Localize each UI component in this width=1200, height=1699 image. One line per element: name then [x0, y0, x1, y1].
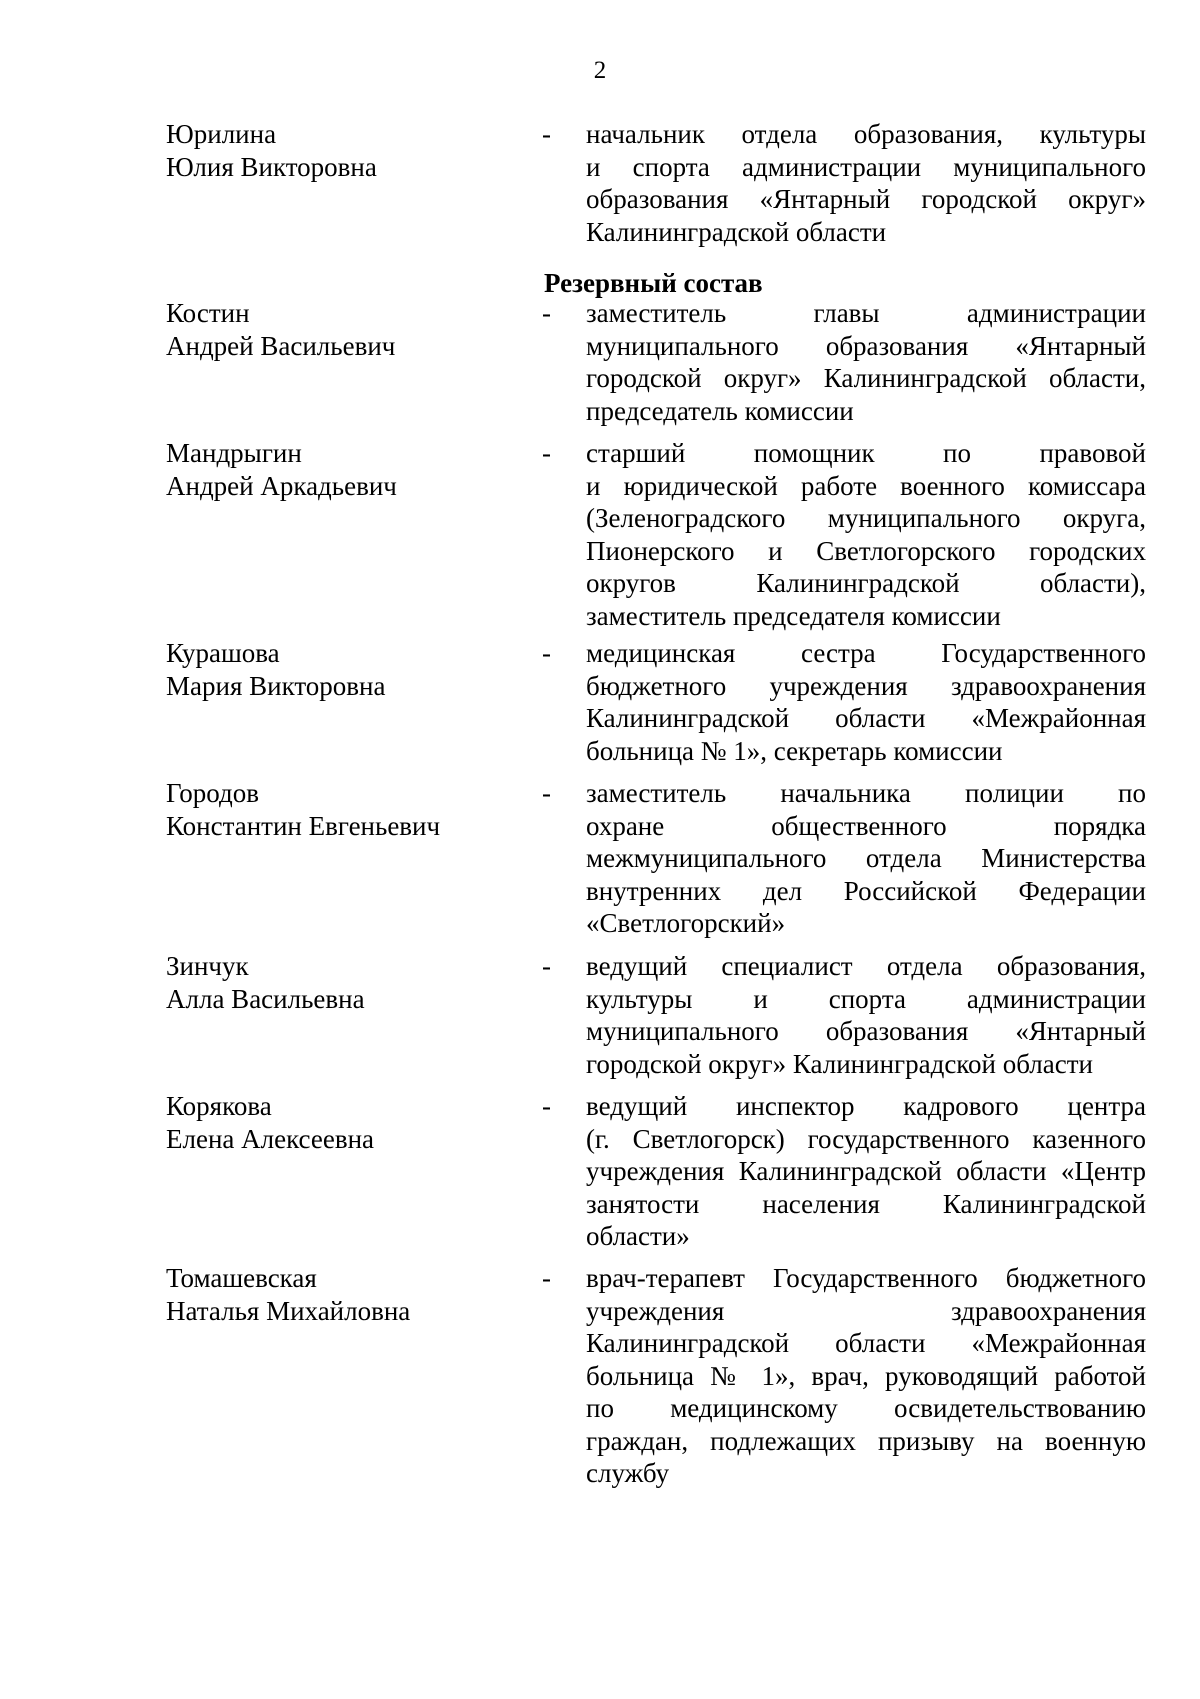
- member-given-names: Наталья Михайловна: [166, 1295, 411, 1326]
- position-line: ведущий инспектор кадрового центра: [586, 1091, 1146, 1121]
- member-surname: Городов: [166, 778, 259, 808]
- member-position: [586, 297, 1146, 427]
- entry-dash: -: [542, 1091, 551, 1121]
- position-line: городской округ» Калининградской области,: [586, 363, 1146, 393]
- position-line: (Зеленоградского муниципального округа,: [586, 503, 1146, 533]
- member-position: [586, 1090, 1146, 1253]
- entry-dash: -: [542, 951, 551, 981]
- member-name: [166, 297, 506, 362]
- member-given-names: Алла Васильевна: [166, 983, 365, 1014]
- position-line: старший помощник по правовой: [586, 438, 1146, 468]
- position-line: (г. Светлогорск) государственного казенного: [586, 1123, 1146, 1154]
- member-name: [166, 637, 506, 702]
- position-line: области»: [586, 1221, 690, 1251]
- position-line: учреждения Калининградской области «Центр: [586, 1156, 1146, 1186]
- position-line: врач-терапевт Государственного бюджетного: [586, 1263, 1146, 1293]
- position-line: муниципального образования «Янтарный: [586, 1016, 1146, 1046]
- entry-dash: -: [542, 1263, 551, 1293]
- member-position: [586, 1262, 1146, 1490]
- member-position: [586, 118, 1146, 248]
- member-name: [166, 777, 506, 842]
- member-name: [166, 1090, 506, 1155]
- position-line: Калининградской области: [586, 216, 887, 247]
- member-name: [166, 1262, 506, 1327]
- member-name: [166, 950, 506, 1015]
- member-given-names: Юлия Викторовна: [166, 151, 377, 182]
- position-line: Пионерского и Светлогорского городских: [586, 535, 1146, 566]
- member-name: [166, 118, 506, 183]
- position-line: «Светлогорский»: [586, 908, 786, 938]
- member-surname: Юрилина: [166, 119, 277, 149]
- position-line: бюджетного учреждения здравоохранения: [586, 670, 1146, 701]
- position-line: по медицинскому освидетельствованию: [586, 1393, 1146, 1423]
- position-line: заместитель начальника полиции по: [586, 778, 1146, 808]
- member-name: [166, 437, 506, 502]
- position-line: городской округ» Калининградской области: [586, 1048, 1094, 1079]
- position-line: ведущий специалист отдела образования,: [586, 951, 1146, 981]
- member-surname: Курашова: [166, 638, 280, 668]
- position-line: председатель комиссии: [586, 395, 854, 426]
- position-line: внутренних дел Российской Федерации: [586, 875, 1146, 906]
- position-line: учреждения здравоохранения: [586, 1295, 1146, 1326]
- position-line: граждан, подлежащих призыву на военную: [586, 1425, 1146, 1456]
- member-position: [586, 950, 1146, 1080]
- position-line: Калининградской области «Межрайонная: [586, 1328, 1146, 1358]
- position-line: медицинская сестра Государственного: [586, 638, 1146, 668]
- entry-dash: -: [542, 638, 551, 668]
- position-line: заместитель председателя комиссии: [586, 600, 1001, 631]
- position-line: и спорта администрации муниципального: [586, 151, 1146, 182]
- position-line: муниципального образования «Янтарный: [586, 330, 1146, 361]
- entry-dash: -: [542, 119, 551, 149]
- position-line: больница № 1», секретарь комиссии: [586, 735, 1003, 766]
- position-line: культуры и спорта администрации: [586, 983, 1146, 1014]
- member-surname: Томашевская: [166, 1263, 317, 1293]
- position-line: начальник отдела образования, культуры: [586, 119, 1146, 149]
- position-line: Калининградской области «Межрайонная: [586, 703, 1146, 733]
- member-given-names: Андрей Васильевич: [166, 330, 396, 361]
- position-line: образования «Янтарный городской округ»: [586, 184, 1146, 214]
- position-line: заместитель главы администрации: [586, 298, 1146, 328]
- position-line: охране общественного порядка: [586, 810, 1146, 841]
- member-given-names: Мария Викторовна: [166, 670, 386, 701]
- position-line: и юридической работе военного комиссара: [586, 470, 1146, 501]
- member-surname: Зинчук: [166, 951, 249, 981]
- member-position: [586, 637, 1146, 767]
- member-given-names: Елена Алексеевна: [166, 1123, 374, 1154]
- member-surname: Костин: [166, 298, 250, 328]
- position-line: службу: [586, 1458, 670, 1488]
- entry-dash: -: [542, 778, 551, 808]
- section-heading-reserve: Резервный состав: [544, 268, 763, 298]
- entry-dash: -: [542, 438, 551, 468]
- position-line: больница № 1», врач, руководящий работой: [586, 1360, 1146, 1391]
- member-surname: Корякова: [166, 1091, 272, 1121]
- member-position: [586, 777, 1146, 940]
- member-position: [586, 437, 1146, 632]
- member-given-names: Андрей Аркадьевич: [166, 470, 397, 501]
- position-line: округов Калининградской области),: [586, 568, 1146, 598]
- page-number: 2: [593, 57, 607, 84]
- member-given-names: Константин Евгеньевич: [166, 810, 441, 841]
- entry-dash: -: [542, 298, 551, 328]
- position-line: занятости населения Калининградской: [586, 1188, 1146, 1219]
- position-line: межмуниципального отдела Министерства: [586, 843, 1146, 873]
- member-surname: Мандрыгин: [166, 438, 302, 468]
